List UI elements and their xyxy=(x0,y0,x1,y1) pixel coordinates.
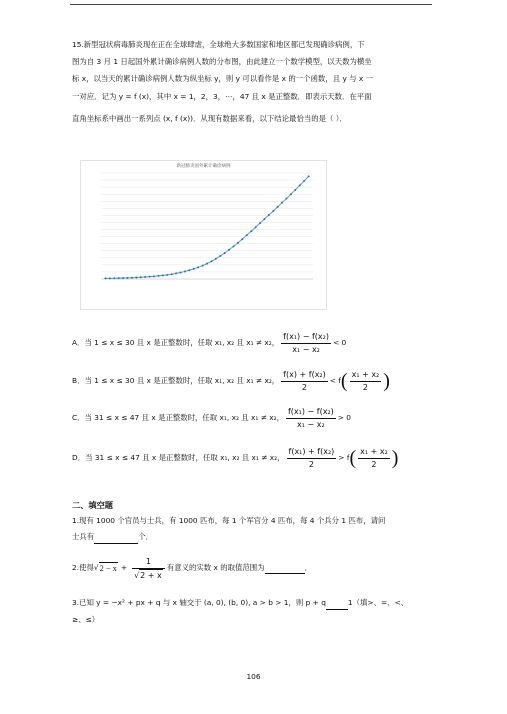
data-point xyxy=(153,275,155,277)
data-point xyxy=(303,180,305,182)
data-point xyxy=(104,277,106,279)
option-a-suffix: < 0 xyxy=(332,337,347,347)
option-b-num: f(x) + f(x₂) xyxy=(281,369,328,382)
option-c-den: x₁ − x₂ xyxy=(297,419,325,429)
option-c-fraction xyxy=(286,406,336,430)
data-point xyxy=(255,226,257,228)
question-15 xyxy=(72,40,434,125)
section-title: 二、填空题 xyxy=(72,500,113,510)
fill-q2-radicand-1: 2 − x xyxy=(99,562,118,575)
option-d[interactable] xyxy=(72,446,434,470)
option-b-den-2: 2 xyxy=(362,382,368,392)
sqrt-sign-2: √ xyxy=(134,570,140,580)
data-point xyxy=(144,276,146,278)
q15-line-5: 直角坐标系中画出一系列点 (x, f (x))．从现有数据来看，以下结论最恰当的是（ ）． xyxy=(72,114,347,124)
option-a[interactable] xyxy=(72,331,434,355)
fill-q2-num: 1 xyxy=(132,556,165,569)
fill-q2-text-c: ． xyxy=(304,563,312,573)
data-point xyxy=(157,275,159,277)
fill-q2-text-b: 有意义的实数 x 的取值范围为 xyxy=(166,563,265,573)
data-point xyxy=(224,252,226,254)
data-point xyxy=(127,277,129,279)
right-paren: ) xyxy=(383,370,390,393)
data-point xyxy=(272,210,274,212)
option-b-num-2: x₁ + x₂ xyxy=(350,369,382,382)
q15-line-4: 一对应．记为 y = f (x)，其中 x = 1，2，3，⋯，47 且 x 是正整数．即表示天数．在平面 xyxy=(72,91,372,101)
data-point xyxy=(281,202,283,204)
chart-title: 新冠肺炎国外累计确诊病例 xyxy=(176,164,231,169)
data-point xyxy=(135,277,137,279)
q15-line-3: 标 x，以当天的累计确诊病例人数为纵坐标 y，则 y 可以看作是 x 的一个函数，且 y 与 x 一 xyxy=(72,74,374,84)
q15-line-1: 15.新型冠状病毒肺炎现在正在全球肆虐，全球绝大多数国家和地区都已发现确诊病例，下 xyxy=(72,40,365,49)
data-point xyxy=(184,270,186,272)
data-point xyxy=(109,277,111,279)
data-point xyxy=(149,276,151,278)
data-point xyxy=(162,274,164,276)
fill-q2-blank[interactable] xyxy=(265,563,305,575)
fill-q1-blank[interactable] xyxy=(94,532,138,544)
fill-q2-den xyxy=(132,569,165,582)
option-a-prefix: A．当 1 ≤ x ≤ 30 且 x 是正整数时，任取 x₁, x₂ 且 x₁ ≠ x₂， xyxy=(72,337,280,347)
fill-q2-radicand-2: 2 + x xyxy=(140,570,162,580)
data-point xyxy=(175,272,177,274)
left-paren: ( xyxy=(349,447,357,470)
fill-q1-line-2 xyxy=(72,532,434,544)
fill-q2-text-a: 2.使得 xyxy=(72,563,94,573)
option-b-mid: < f xyxy=(329,375,341,385)
option-a-num: f(x₁) − f(x₂) xyxy=(281,331,331,344)
option-c-num: f(x₁) − f(x₂) xyxy=(286,406,336,419)
data-point xyxy=(122,277,124,279)
option-c-suffix: > 0 xyxy=(337,412,352,422)
data-point xyxy=(219,255,221,257)
option-b-fraction-2 xyxy=(350,369,382,393)
fill-q3-line-1 xyxy=(72,598,434,610)
option-b-fraction xyxy=(281,369,328,393)
data-point xyxy=(193,268,195,270)
data-point xyxy=(118,277,120,279)
option-d-fraction xyxy=(287,446,337,470)
option-b[interactable] xyxy=(72,369,434,393)
data-point xyxy=(237,242,239,244)
data-point xyxy=(294,189,296,191)
option-d-prefix: D．当 31 ≤ x ≤ 47 且 x 是正整数时，任取 x₁, x₂ 且 x₁ ≠ x₂， xyxy=(72,452,285,462)
fill-q1-text-b: 个． xyxy=(138,532,153,541)
data-point xyxy=(140,276,142,278)
data-point xyxy=(233,245,235,247)
option-d-mid: > f xyxy=(338,452,350,462)
data-point xyxy=(166,274,168,276)
option-d-fraction-2 xyxy=(358,446,390,470)
right-paren: ) xyxy=(391,447,399,470)
option-b-den: 2 xyxy=(301,382,308,392)
sqrt-sign-1: √ xyxy=(93,563,99,573)
option-d-num: f(x₁) + f(x₂) xyxy=(287,446,337,459)
data-point xyxy=(228,249,230,251)
data-point xyxy=(180,271,182,273)
header-rule xyxy=(70,4,432,5)
cases-chart xyxy=(80,160,327,310)
fill-q3-text-b: 1（填>、=、<、 xyxy=(347,598,409,607)
chart-plot xyxy=(81,161,326,309)
data-point xyxy=(131,277,133,279)
data-point xyxy=(241,238,243,240)
data-point xyxy=(206,263,208,265)
data-point xyxy=(250,230,252,232)
data-point xyxy=(299,184,301,186)
data-point xyxy=(202,265,204,267)
fill-q1-line-1: 1.现有 1000 个官员与士兵，有 1000 匹布，每 1 个军官分 4 匹布，每 4 个兵分 1 匹布，请问 xyxy=(72,516,386,525)
option-a-den: x₁ − x₂ xyxy=(292,344,320,354)
data-point xyxy=(246,234,248,236)
data-point xyxy=(268,214,270,216)
fill-q3-line-2: ≥、≤） xyxy=(72,615,100,624)
data-point xyxy=(171,273,173,275)
data-point xyxy=(113,277,115,279)
fill-q3-blank[interactable] xyxy=(326,598,348,610)
fill-q3-text-a: 3.已知 y = −x² + px + q 与 x 轴交于 (a, 0), (b, 0), a > b > 1，则 p + q xyxy=(72,598,326,607)
page-number: 106 xyxy=(246,672,261,681)
option-d-num-2: x₁ + x₂ xyxy=(358,446,390,459)
option-c-prefix: C．当 31 ≤ x ≤ 47 且 x 是正整数时，任取 x₁, x₂ 且 x₁ ≠ x₂， xyxy=(72,412,284,422)
fill-q2-plus: + xyxy=(120,563,128,573)
data-point xyxy=(308,175,310,177)
data-point xyxy=(215,258,217,260)
data-point xyxy=(263,218,265,220)
data-point xyxy=(290,193,292,195)
option-b-prefix: B．当 1 ≤ x ≤ 30 且 x 是正整数时，任取 x₁, x₂ 且 x₁ ≠ x₂， xyxy=(72,375,280,385)
fill-q2 xyxy=(72,556,434,581)
q15-line-2: 图为自 3 月 1 日起国外累计确诊病例人数的分布图，由此建立一个数学模型，以天数为横坐 xyxy=(72,57,372,67)
data-point xyxy=(197,266,199,268)
data-point xyxy=(286,197,288,199)
option-a-fraction xyxy=(281,331,331,355)
data-point xyxy=(277,206,279,208)
option-d-den: 2 xyxy=(308,459,314,469)
left-paren: ( xyxy=(340,370,348,393)
fill-q1-text-a: 士兵有 xyxy=(72,532,95,541)
data-point xyxy=(188,269,190,271)
fill-q2-fraction xyxy=(132,556,165,581)
data-point xyxy=(210,260,212,262)
option-c[interactable] xyxy=(72,406,434,430)
option-d-den-2: 2 xyxy=(371,459,377,469)
data-point xyxy=(259,222,261,224)
